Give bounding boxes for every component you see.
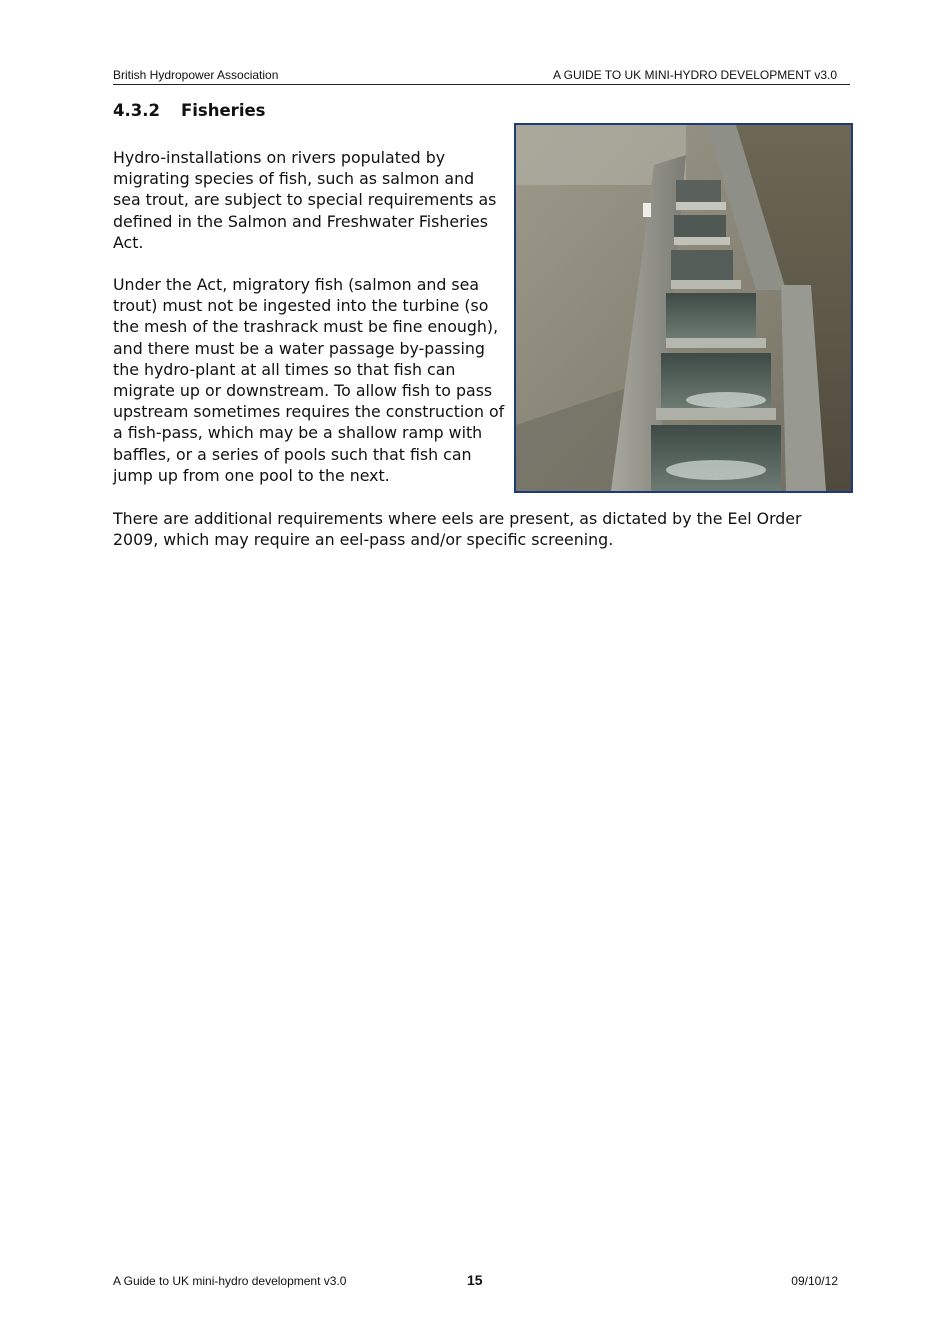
footer-date: 09/10/12 [791, 1274, 838, 1288]
page-footer [113, 1272, 838, 1290]
paragraph-act-requirements: Under the Act, migratory fish (salmon and sea trout) must not be ingested into the turbine (so the mesh of the trashrack must be fine enough), and there must be a water passage by-passing the hydro-plant at all times so that fish can migrate up or downstream. To allow fish to pass upstream sometimes requires the construction of a fish-pass, which may be a shallow ramp with baffles, or a series of pools such that fish can jump up from one pool to the next. [113, 275, 505, 485]
page-number: 15 [467, 1272, 483, 1288]
fish-pass-photo [514, 123, 853, 493]
footer-document-title: A Guide to UK mini-hydro development v3.0 [113, 1274, 347, 1288]
section-number: 4.3.2 [113, 101, 160, 120]
paragraph-eel-requirements: There are additional requirements where eels are present, as dictated by the Eel Order 2009, which may require an eel-pass and/or specific screening. [113, 509, 802, 550]
header-document-title: A GUIDE TO UK MINI-HYDRO DEVELOPMENT v3.0 [552, 68, 837, 82]
section-title: Fisheries [181, 101, 266, 120]
header-organization: British Hydropower Association [113, 68, 279, 82]
paragraph-migrating-fish: Hydro-installations on rivers populated by migrating species of fish, such as salmon and sea trout, are subject to special requirements as defined in the Salmon and Freshwater Fisheries Act. [113, 148, 497, 252]
section-heading [113, 100, 266, 122]
fish-pass-illustration [516, 125, 851, 491]
page-header [113, 67, 850, 85]
